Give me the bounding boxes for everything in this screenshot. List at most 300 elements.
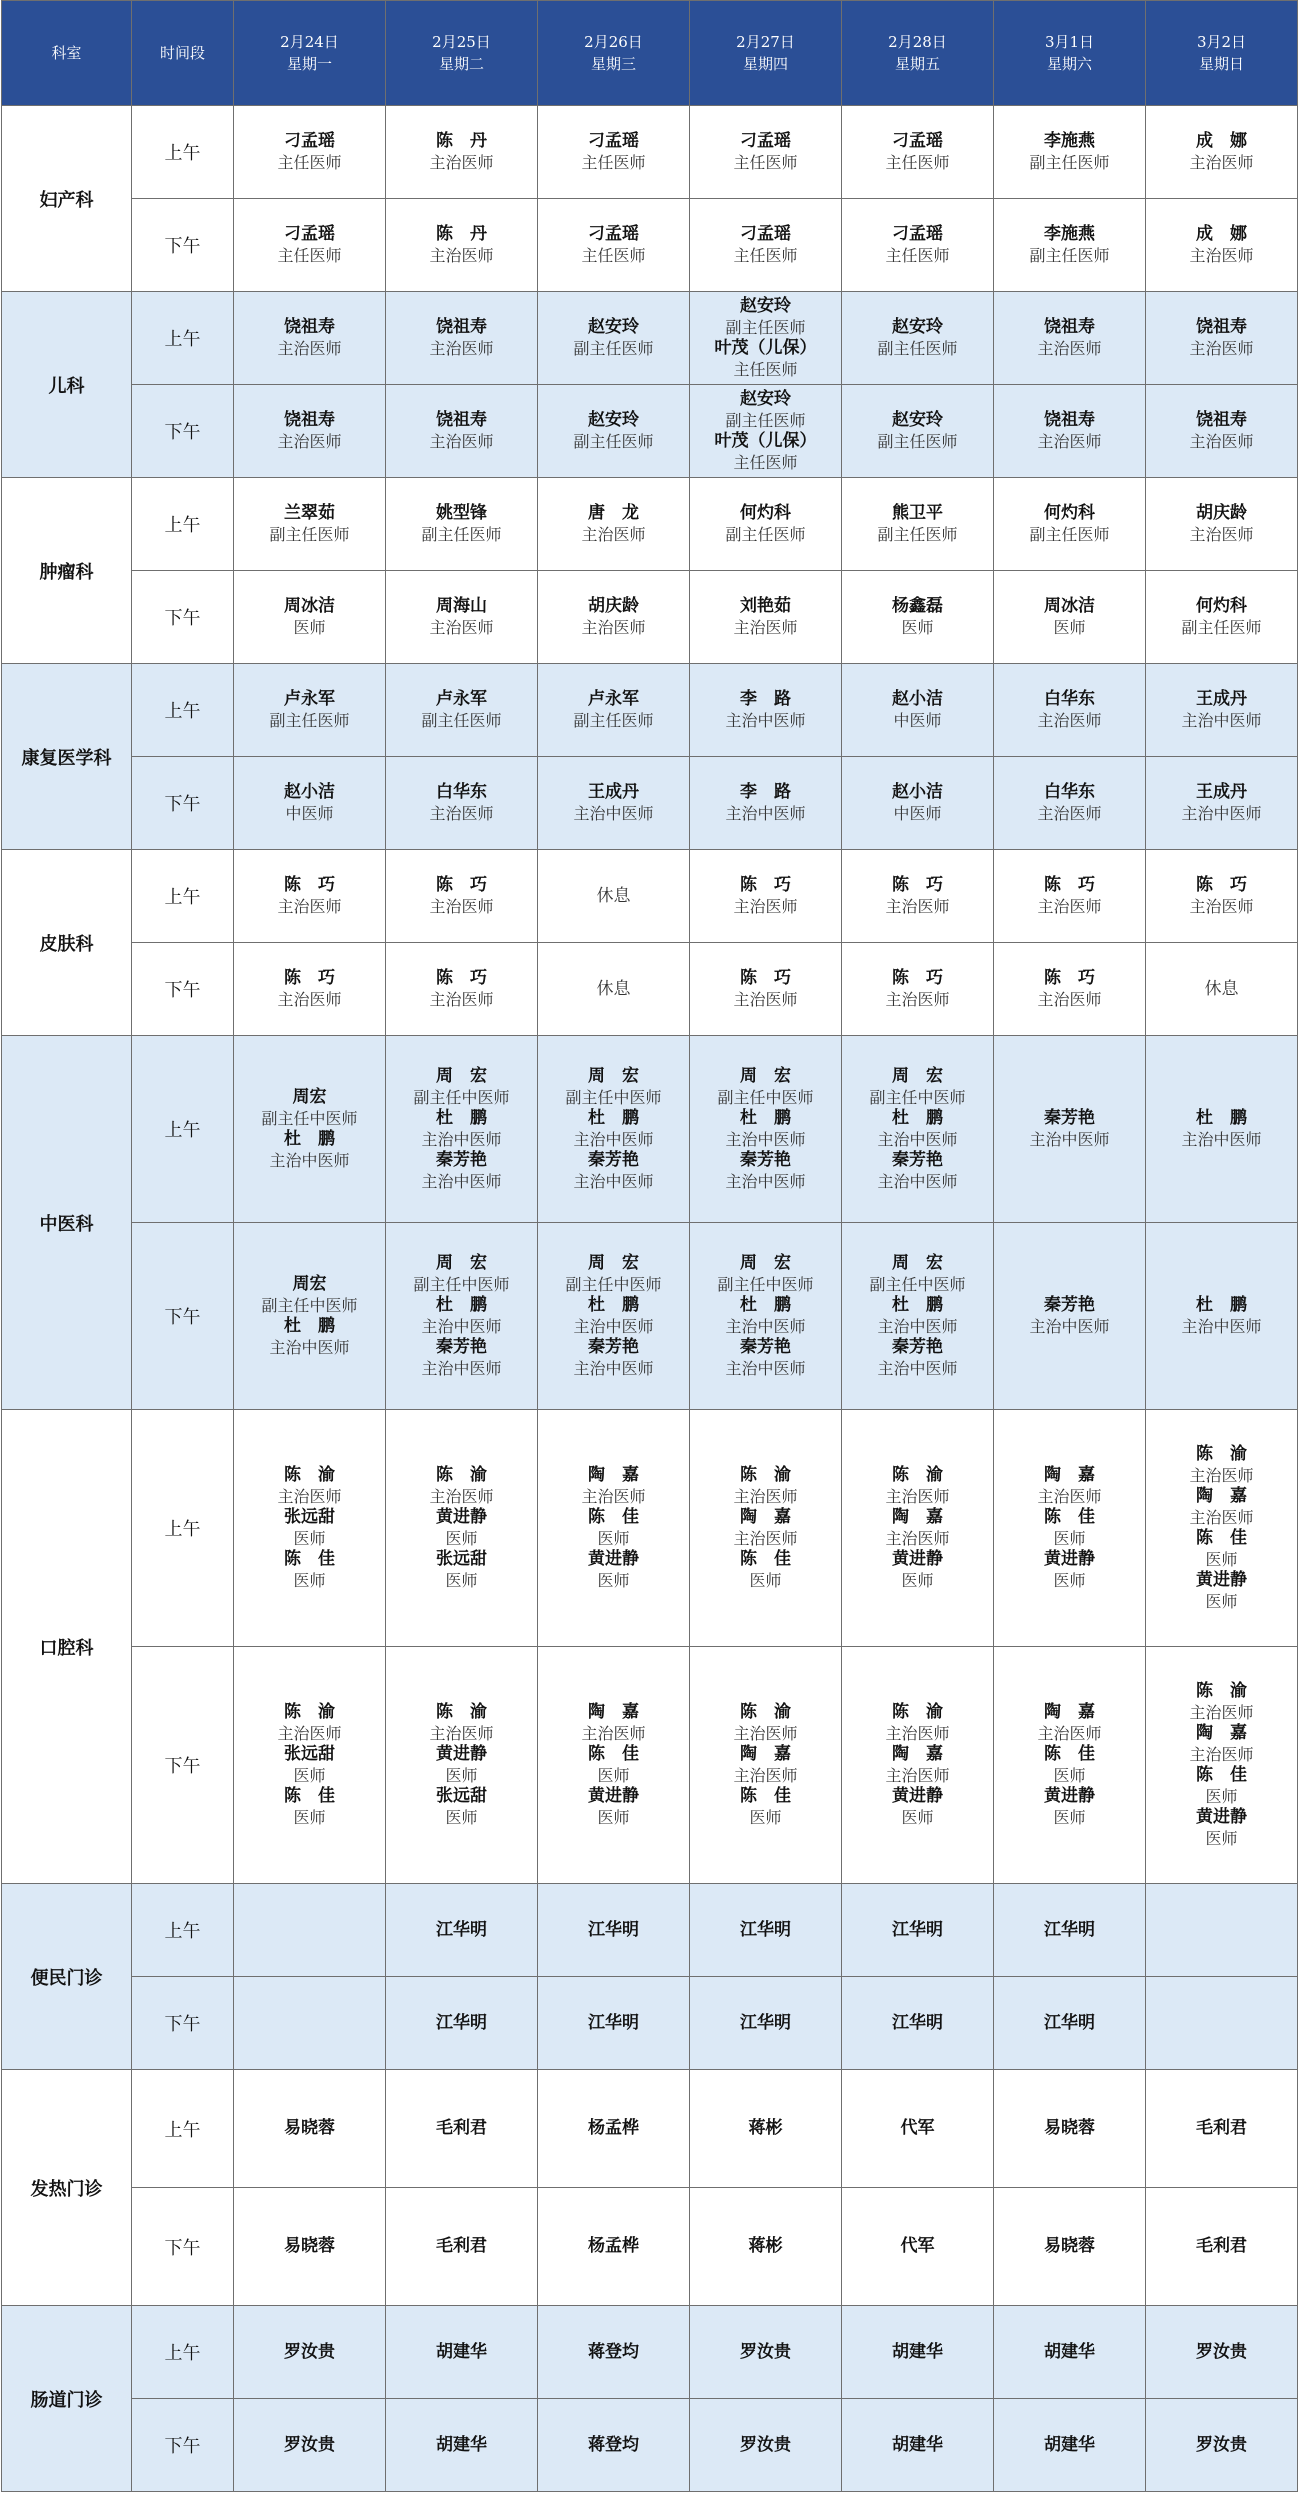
doctor-name: 秦芳艳: [892, 1150, 943, 1170]
time-slot-label: 上午: [132, 106, 234, 199]
schedule-cell: [842, 1223, 994, 1410]
doctor-title: 医师: [1205, 1787, 1238, 1806]
schedule-cell: [1146, 1223, 1298, 1410]
doctor-name: 赵安玲: [588, 317, 639, 337]
schedule-row: [2, 106, 1298, 199]
doctor-title: 主治医师: [277, 1487, 342, 1506]
doctor-title: 副主任医师: [573, 339, 654, 358]
doctor-name: 陈 佳: [1044, 1744, 1095, 1764]
time-slot-label: 上午: [132, 292, 234, 385]
schedule-cell: [234, 1410, 386, 1647]
schedule-cell: [690, 292, 842, 385]
header-slot: 时间段: [132, 1, 234, 106]
doctor-title: 主治医师: [277, 339, 342, 358]
doctor-name: 陈 巧: [1044, 875, 1095, 895]
doctor-name: 蒋彬: [748, 2118, 783, 2138]
doctor-title: 主治中医师: [573, 1317, 654, 1336]
schedule-cell: [538, 1884, 690, 1977]
doctor-name: 秦芳艳: [1044, 1295, 1095, 1315]
schedule-cell: [386, 106, 538, 199]
doctor-title: 副主任中医师: [413, 1088, 510, 1107]
department-name: 皮肤科: [2, 850, 132, 1036]
schedule-cell: [842, 2188, 994, 2306]
doctor-name: 饶祖寿: [1044, 410, 1095, 430]
doctor-title: 主治中医师: [573, 1359, 654, 1378]
schedule-cell: [386, 385, 538, 478]
doctor-name: 成 娜: [1196, 131, 1247, 151]
doctor-title: 副主任医师: [877, 432, 958, 451]
doctor-name: 陈 渝: [436, 1465, 487, 1485]
doctor-title: 副主任医师: [725, 318, 806, 337]
rest-label: 休息: [596, 885, 631, 906]
doctor-title: 医师: [293, 618, 326, 637]
doctor-title: 主治医师: [581, 618, 646, 637]
doctor-name: 秦芳艳: [436, 1150, 487, 1170]
doctor-title: 主治中医师: [421, 1172, 502, 1191]
doctor-title: 副主任医师: [1029, 153, 1110, 172]
doctor-title: 医师: [445, 1766, 478, 1785]
doctor-title: 副主任医师: [573, 711, 654, 730]
doctor-name: 陈 渝: [740, 1465, 791, 1485]
schedule-cell: [994, 757, 1146, 850]
schedule-row: [2, 1977, 1298, 2070]
doctor-title: 医师: [901, 1808, 934, 1827]
doctor-name: 秦芳艳: [588, 1150, 639, 1170]
doctor-title: 主治医师: [733, 1724, 798, 1743]
schedule-cell: [994, 1647, 1146, 1884]
schedule-cell: [538, 1223, 690, 1410]
doctor-name: 陈 巧: [740, 968, 791, 988]
doctor-title: 主治中医师: [877, 1359, 958, 1378]
doctor-name: 杨鑫磊: [892, 596, 943, 616]
doctor-name: 刁孟瑶: [284, 131, 335, 151]
doctor-title: 主治医师: [429, 339, 494, 358]
doctor-title: 主治医师: [1037, 432, 1102, 451]
doctor-title: 医师: [1053, 1808, 1086, 1827]
header-day: 3月2日 星期日: [1146, 1, 1298, 106]
schedule-cell: [386, 1036, 538, 1223]
doctor-title: 主治中医师: [725, 1172, 806, 1191]
doctor-name: 周 宏: [892, 1253, 943, 1273]
schedule-cell: [842, 2070, 994, 2188]
schedule-cell: [690, 1036, 842, 1223]
doctor-title: 主治医师: [733, 990, 798, 1009]
doctor-name: 江华明: [588, 2012, 639, 2033]
doctor-title: 副主任中医师: [565, 1275, 662, 1294]
doctor-name: 陈 渝: [892, 1702, 943, 1722]
doctor-title: 主治中医师: [1181, 1130, 1262, 1149]
doctor-title: 主治医师: [581, 525, 646, 544]
schedule-cell: [842, 1884, 994, 1977]
schedule-cell: [994, 943, 1146, 1036]
doctor-name: 周 宏: [588, 1066, 639, 1086]
doctor-name: 周宏: [292, 1087, 327, 1107]
doctor-name: 饶祖寿: [436, 410, 487, 430]
doctor-name: 陈 巧: [892, 968, 943, 988]
schedule-cell: [234, 850, 386, 943]
doctor-name: 黄进静: [436, 1507, 487, 1527]
doctor-name: 江华明: [1044, 1919, 1095, 1940]
doctor-title: 中医师: [893, 711, 942, 730]
doctor-title: 主治医师: [885, 990, 950, 1009]
doctor-title: 副主任中医师: [413, 1275, 510, 1294]
doctor-name: 杜 鹏: [436, 1108, 487, 1128]
time-slot-label: 下午: [132, 1977, 234, 2070]
doctor-name: 饶祖寿: [1196, 317, 1247, 337]
doctor-name: 赵安玲: [740, 296, 791, 316]
schedule-cell: [234, 1647, 386, 1884]
doctor-name: 张远甜: [436, 1549, 487, 1569]
time-slot-label: 上午: [132, 1884, 234, 1977]
doctor-name: 陈 巧: [892, 875, 943, 895]
doctor-name: 卢永军: [284, 689, 335, 709]
doctor-title: 副主任医师: [573, 432, 654, 451]
doctor-name: 杜 鹏: [588, 1108, 639, 1128]
doctor-name: 杜 鹏: [892, 1108, 943, 1128]
rest-label: 休息: [1204, 978, 1239, 999]
schedule-cell: [234, 1223, 386, 1410]
doctor-title: 医师: [445, 1808, 478, 1827]
doctor-title: 主治医师: [885, 1766, 950, 1785]
department-name: 发热门诊: [2, 2070, 132, 2306]
doctor-name: 叶茂（儿保）: [714, 338, 817, 358]
doctor-title: 医师: [901, 1571, 934, 1590]
doctor-name: 周 宏: [588, 1253, 639, 1273]
doctor-name: 饶祖寿: [284, 410, 335, 430]
doctor-name: 周宏: [292, 1274, 327, 1294]
schedule-cell: [538, 571, 690, 664]
doctor-name: 黄进静: [892, 1786, 943, 1806]
schedule-row: [2, 571, 1298, 664]
doctor-title: 医师: [901, 618, 934, 637]
schedule-cell: [842, 943, 994, 1036]
doctor-name: 陈 佳: [740, 1549, 791, 1569]
doctor-name: 江华明: [892, 1919, 943, 1940]
doctor-name: 何灼科: [1196, 596, 1247, 616]
doctor-title: 主治中医师: [725, 1130, 806, 1149]
schedule-cell: [1146, 1410, 1298, 1647]
schedule-cell: [538, 1977, 690, 2070]
schedule-row: [2, 292, 1298, 385]
doctor-title: 副主任中医师: [717, 1275, 814, 1294]
time-slot-label: 下午: [132, 2188, 234, 2306]
schedule-cell: [842, 1977, 994, 2070]
department-name: 康复医学科: [2, 664, 132, 850]
schedule-cell: [538, 2306, 690, 2399]
doctor-title: 主治医师: [1189, 153, 1254, 172]
time-slot-label: 上午: [132, 1410, 234, 1647]
doctor-title: 主治医师: [1189, 1745, 1254, 1764]
doctor-title: 主治中医师: [1029, 1130, 1110, 1149]
time-slot-label: 上午: [132, 2306, 234, 2399]
schedule-cell: [234, 106, 386, 199]
schedule-cell: [1146, 1884, 1298, 1977]
doctor-name: 白华东: [1044, 689, 1095, 709]
doctor-title: 主治中医师: [269, 1151, 350, 1170]
doctor-name: 陶 嘉: [740, 1507, 791, 1527]
doctor-title: 主治医师: [1189, 1508, 1254, 1527]
schedule-cell: [386, 2070, 538, 2188]
schedule-cell: [994, 571, 1146, 664]
doctor-title: 主治中医师: [1181, 1317, 1262, 1336]
doctor-name: 周海山: [436, 596, 487, 616]
doctor-name: 黄进静: [436, 1744, 487, 1764]
doctor-name: 饶祖寿: [1044, 317, 1095, 337]
schedule-cell: [538, 1647, 690, 1884]
doctor-name: 黄进静: [1196, 1570, 1247, 1590]
doctor-title: 主治医师: [733, 1766, 798, 1785]
schedule-cell: [690, 1884, 842, 1977]
schedule-cell: [1146, 664, 1298, 757]
doctor-name: 陈 渝: [892, 1465, 943, 1485]
doctor-name: 陈 巧: [284, 968, 335, 988]
doctor-title: 医师: [1053, 618, 1086, 637]
doctor-name: 张远甜: [284, 1507, 335, 1527]
doctor-title: 主治医师: [1189, 432, 1254, 451]
schedule-row: [2, 2399, 1298, 2492]
doctor-title: 主治医师: [277, 1724, 342, 1743]
doctor-title: 主治中医师: [877, 1172, 958, 1191]
schedule-cell: [690, 571, 842, 664]
schedule-cell: [234, 2070, 386, 2188]
doctor-name: 陈 渝: [1196, 1681, 1247, 1701]
doctor-name: 杜 鹏: [892, 1295, 943, 1315]
doctor-title: 主治医师: [429, 804, 494, 823]
doctor-title: 主任医师: [885, 246, 950, 265]
doctor-name: 李施燕: [1044, 131, 1095, 151]
schedule-cell: [386, 2399, 538, 2492]
doctor-title: 副主任医师: [877, 339, 958, 358]
doctor-name: 饶祖寿: [1196, 410, 1247, 430]
header-day: 2月24日 星期一: [234, 1, 386, 106]
doctor-title: 医师: [1205, 1592, 1238, 1611]
doctor-name: 杜 鹏: [436, 1295, 487, 1315]
schedule-cell: [690, 943, 842, 1036]
doctor-name: 陶 嘉: [740, 1744, 791, 1764]
doctor-name: 易晓蓉: [284, 2118, 335, 2138]
schedule-cell: [690, 478, 842, 571]
doctor-title: 医师: [597, 1571, 630, 1590]
doctor-title: 副主任医师: [1029, 525, 1110, 544]
doctor-name: 周冰洁: [1044, 596, 1095, 616]
schedule-cell: [842, 292, 994, 385]
doctor-name: 陈 巧: [740, 875, 791, 895]
schedule-row: [2, 1036, 1298, 1223]
doctor-name: 陈 佳: [740, 1786, 791, 1806]
schedule-cell: [386, 1884, 538, 1977]
doctor-name: 秦芳艳: [588, 1337, 639, 1357]
doctor-name: 毛利君: [436, 2236, 487, 2256]
doctor-title: 主治医师: [885, 1529, 950, 1548]
doctor-name: 杜 鹏: [588, 1295, 639, 1315]
doctor-title: 副主任医师: [269, 525, 350, 544]
doctor-name: 秦芳艳: [740, 1337, 791, 1357]
doctor-name: 陶 嘉: [588, 1465, 639, 1485]
doctor-name: 李 路: [740, 689, 791, 709]
doctor-name: 王成丹: [1196, 782, 1247, 802]
doctor-name: 陶 嘉: [1196, 1723, 1247, 1743]
schedule-cell: [538, 2188, 690, 2306]
doctor-name: 陈 佳: [588, 1744, 639, 1764]
time-slot-label: 上午: [132, 850, 234, 943]
header-row: [2, 1, 1298, 106]
doctor-name: 陶 嘉: [1044, 1465, 1095, 1485]
department-name: 中医科: [2, 1036, 132, 1410]
schedule-cell: [994, 385, 1146, 478]
doctor-name: 秦芳艳: [436, 1337, 487, 1357]
doctor-name: 蒋登均: [588, 2434, 639, 2455]
department-name: 肠道门诊: [2, 2306, 132, 2492]
schedule-cell: [234, 292, 386, 385]
doctor-name: 黄进静: [1044, 1549, 1095, 1569]
schedule-cell: [538, 850, 690, 943]
doctor-name: 杨孟桦: [588, 2118, 639, 2138]
doctor-name: 陈 巧: [436, 968, 487, 988]
doctor-name: 易晓蓉: [1044, 2236, 1095, 2256]
doctor-name: 黄进静: [588, 1549, 639, 1569]
doctor-name: 姚型锋: [436, 503, 487, 523]
schedule-cell: [538, 385, 690, 478]
doctor-title: 主治医师: [429, 432, 494, 451]
doctor-title: 副主任医师: [1029, 246, 1110, 265]
schedule-cell: [994, 1977, 1146, 2070]
doctor-name: 刁孟瑶: [740, 224, 791, 244]
doctor-name: 江华明: [740, 1919, 791, 1940]
schedule-cell: [994, 850, 1146, 943]
schedule-cell: [1146, 385, 1298, 478]
schedule-cell: [842, 106, 994, 199]
doctor-title: 主治医师: [429, 153, 494, 172]
doctor-name: 赵安玲: [740, 389, 791, 409]
doctor-title: 医师: [597, 1529, 630, 1548]
doctor-name: 陈 佳: [588, 1507, 639, 1527]
doctor-name: 胡庆龄: [588, 596, 639, 616]
doctor-name: 刘艳茹: [740, 596, 791, 616]
doctor-title: 主治医师: [733, 618, 798, 637]
time-slot-label: 上午: [132, 664, 234, 757]
doctor-name: 卢永军: [588, 689, 639, 709]
schedule-cell: [690, 1410, 842, 1647]
doctor-name: 卢永军: [436, 689, 487, 709]
doctor-title: 主治医师: [1189, 525, 1254, 544]
doctor-name: 胡庆龄: [1196, 503, 1247, 523]
doctor-name: 易晓蓉: [1044, 2118, 1095, 2138]
doctor-name: 叶茂（儿保）: [714, 431, 817, 451]
schedule-cell: [234, 1884, 386, 1977]
doctor-title: 副主任中医师: [261, 1109, 358, 1128]
doctor-name: 陈 佳: [1196, 1528, 1247, 1548]
doctor-name: 周冰洁: [284, 596, 335, 616]
doctor-name: 江华明: [1044, 2012, 1095, 2033]
doctor-name: 秦芳艳: [740, 1150, 791, 1170]
schedule-cell: [1146, 106, 1298, 199]
time-slot-label: 下午: [132, 385, 234, 478]
doctor-title: 主治医师: [885, 897, 950, 916]
doctor-title: 医师: [749, 1571, 782, 1590]
doctor-name: 何灼科: [1044, 503, 1095, 523]
schedule-cell: [386, 292, 538, 385]
schedule-cell: [994, 292, 1146, 385]
doctor-title: 副主任医师: [421, 525, 502, 544]
doctor-name: 江华明: [740, 2012, 791, 2033]
doctor-title: 副主任医师: [877, 525, 958, 544]
doctor-name: 毛利君: [1196, 2236, 1247, 2256]
doctor-title: 副主任医师: [725, 411, 806, 430]
schedule-cell: [690, 385, 842, 478]
doctor-title: 主治医师: [733, 1529, 798, 1548]
schedule-cell: [1146, 292, 1298, 385]
doctor-name: 陈 渝: [1196, 1444, 1247, 1464]
doctor-title: 主治医师: [1037, 339, 1102, 358]
doctor-title: 主治中医师: [725, 1359, 806, 1378]
doctor-name: 陶 嘉: [588, 1702, 639, 1722]
doctor-name: 杜 鹏: [284, 1129, 335, 1149]
doctor-name: 刁孟瑶: [588, 224, 639, 244]
schedule-cell: [994, 664, 1146, 757]
doctor-title: 副主任中医师: [869, 1088, 966, 1107]
doctor-title: 主治医师: [429, 990, 494, 1009]
doctor-title: 医师: [1205, 1550, 1238, 1569]
schedule-cell: [538, 1410, 690, 1647]
doctor-title: 主治医师: [885, 1724, 950, 1743]
doctor-title: 医师: [597, 1766, 630, 1785]
schedule-cell: [690, 1223, 842, 1410]
doctor-title: 主治医师: [733, 897, 798, 916]
doctor-name: 李 路: [740, 782, 791, 802]
doctor-title: 主治医师: [885, 1487, 950, 1506]
doctor-title: 主治中医师: [725, 804, 806, 823]
doctor-title: 医师: [445, 1529, 478, 1548]
schedule-cell: [842, 664, 994, 757]
doctor-name: 陈 佳: [1044, 1507, 1095, 1527]
schedule-cell: [994, 1223, 1146, 1410]
doctor-name: 周 宏: [740, 1253, 791, 1273]
doctor-name: 罗汝贵: [284, 2434, 335, 2455]
schedule-cell: [842, 2306, 994, 2399]
doctor-title: 主治医师: [429, 1724, 494, 1743]
doctor-name: 易晓蓉: [284, 2236, 335, 2256]
doctor-name: 熊卫平: [892, 503, 943, 523]
doctor-name: 陈 巧: [284, 875, 335, 895]
doctor-title: 主任医师: [277, 153, 342, 172]
schedule-cell: [994, 199, 1146, 292]
department-name: 肿瘤科: [2, 478, 132, 664]
doctor-name: 饶祖寿: [436, 317, 487, 337]
doctor-title: 主治中医师: [573, 804, 654, 823]
doctor-title: 中医师: [285, 804, 334, 823]
schedule-row: [2, 1884, 1298, 1977]
doctor-name: 胡建华: [892, 2341, 943, 2362]
schedule-cell: [842, 199, 994, 292]
doctor-name: 李施燕: [1044, 224, 1095, 244]
doctor-title: 主治医师: [1189, 897, 1254, 916]
doctor-name: 代军: [900, 2118, 935, 2138]
department-name: 儿科: [2, 292, 132, 478]
schedule-row: [2, 478, 1298, 571]
schedule-cell: [842, 478, 994, 571]
schedule-cell: [386, 850, 538, 943]
schedule-row: [2, 850, 1298, 943]
header-dept: 科室: [2, 1, 132, 106]
doctor-title: 主治中医师: [725, 1317, 806, 1336]
schedule-cell: [386, 571, 538, 664]
doctor-title: 医师: [1205, 1829, 1238, 1848]
doctor-name: 江华明: [588, 1919, 639, 1940]
time-slot-label: 下午: [132, 1223, 234, 1410]
schedule-row: [2, 385, 1298, 478]
doctor-title: 主治中医师: [573, 1130, 654, 1149]
schedule-cell: [234, 2306, 386, 2399]
